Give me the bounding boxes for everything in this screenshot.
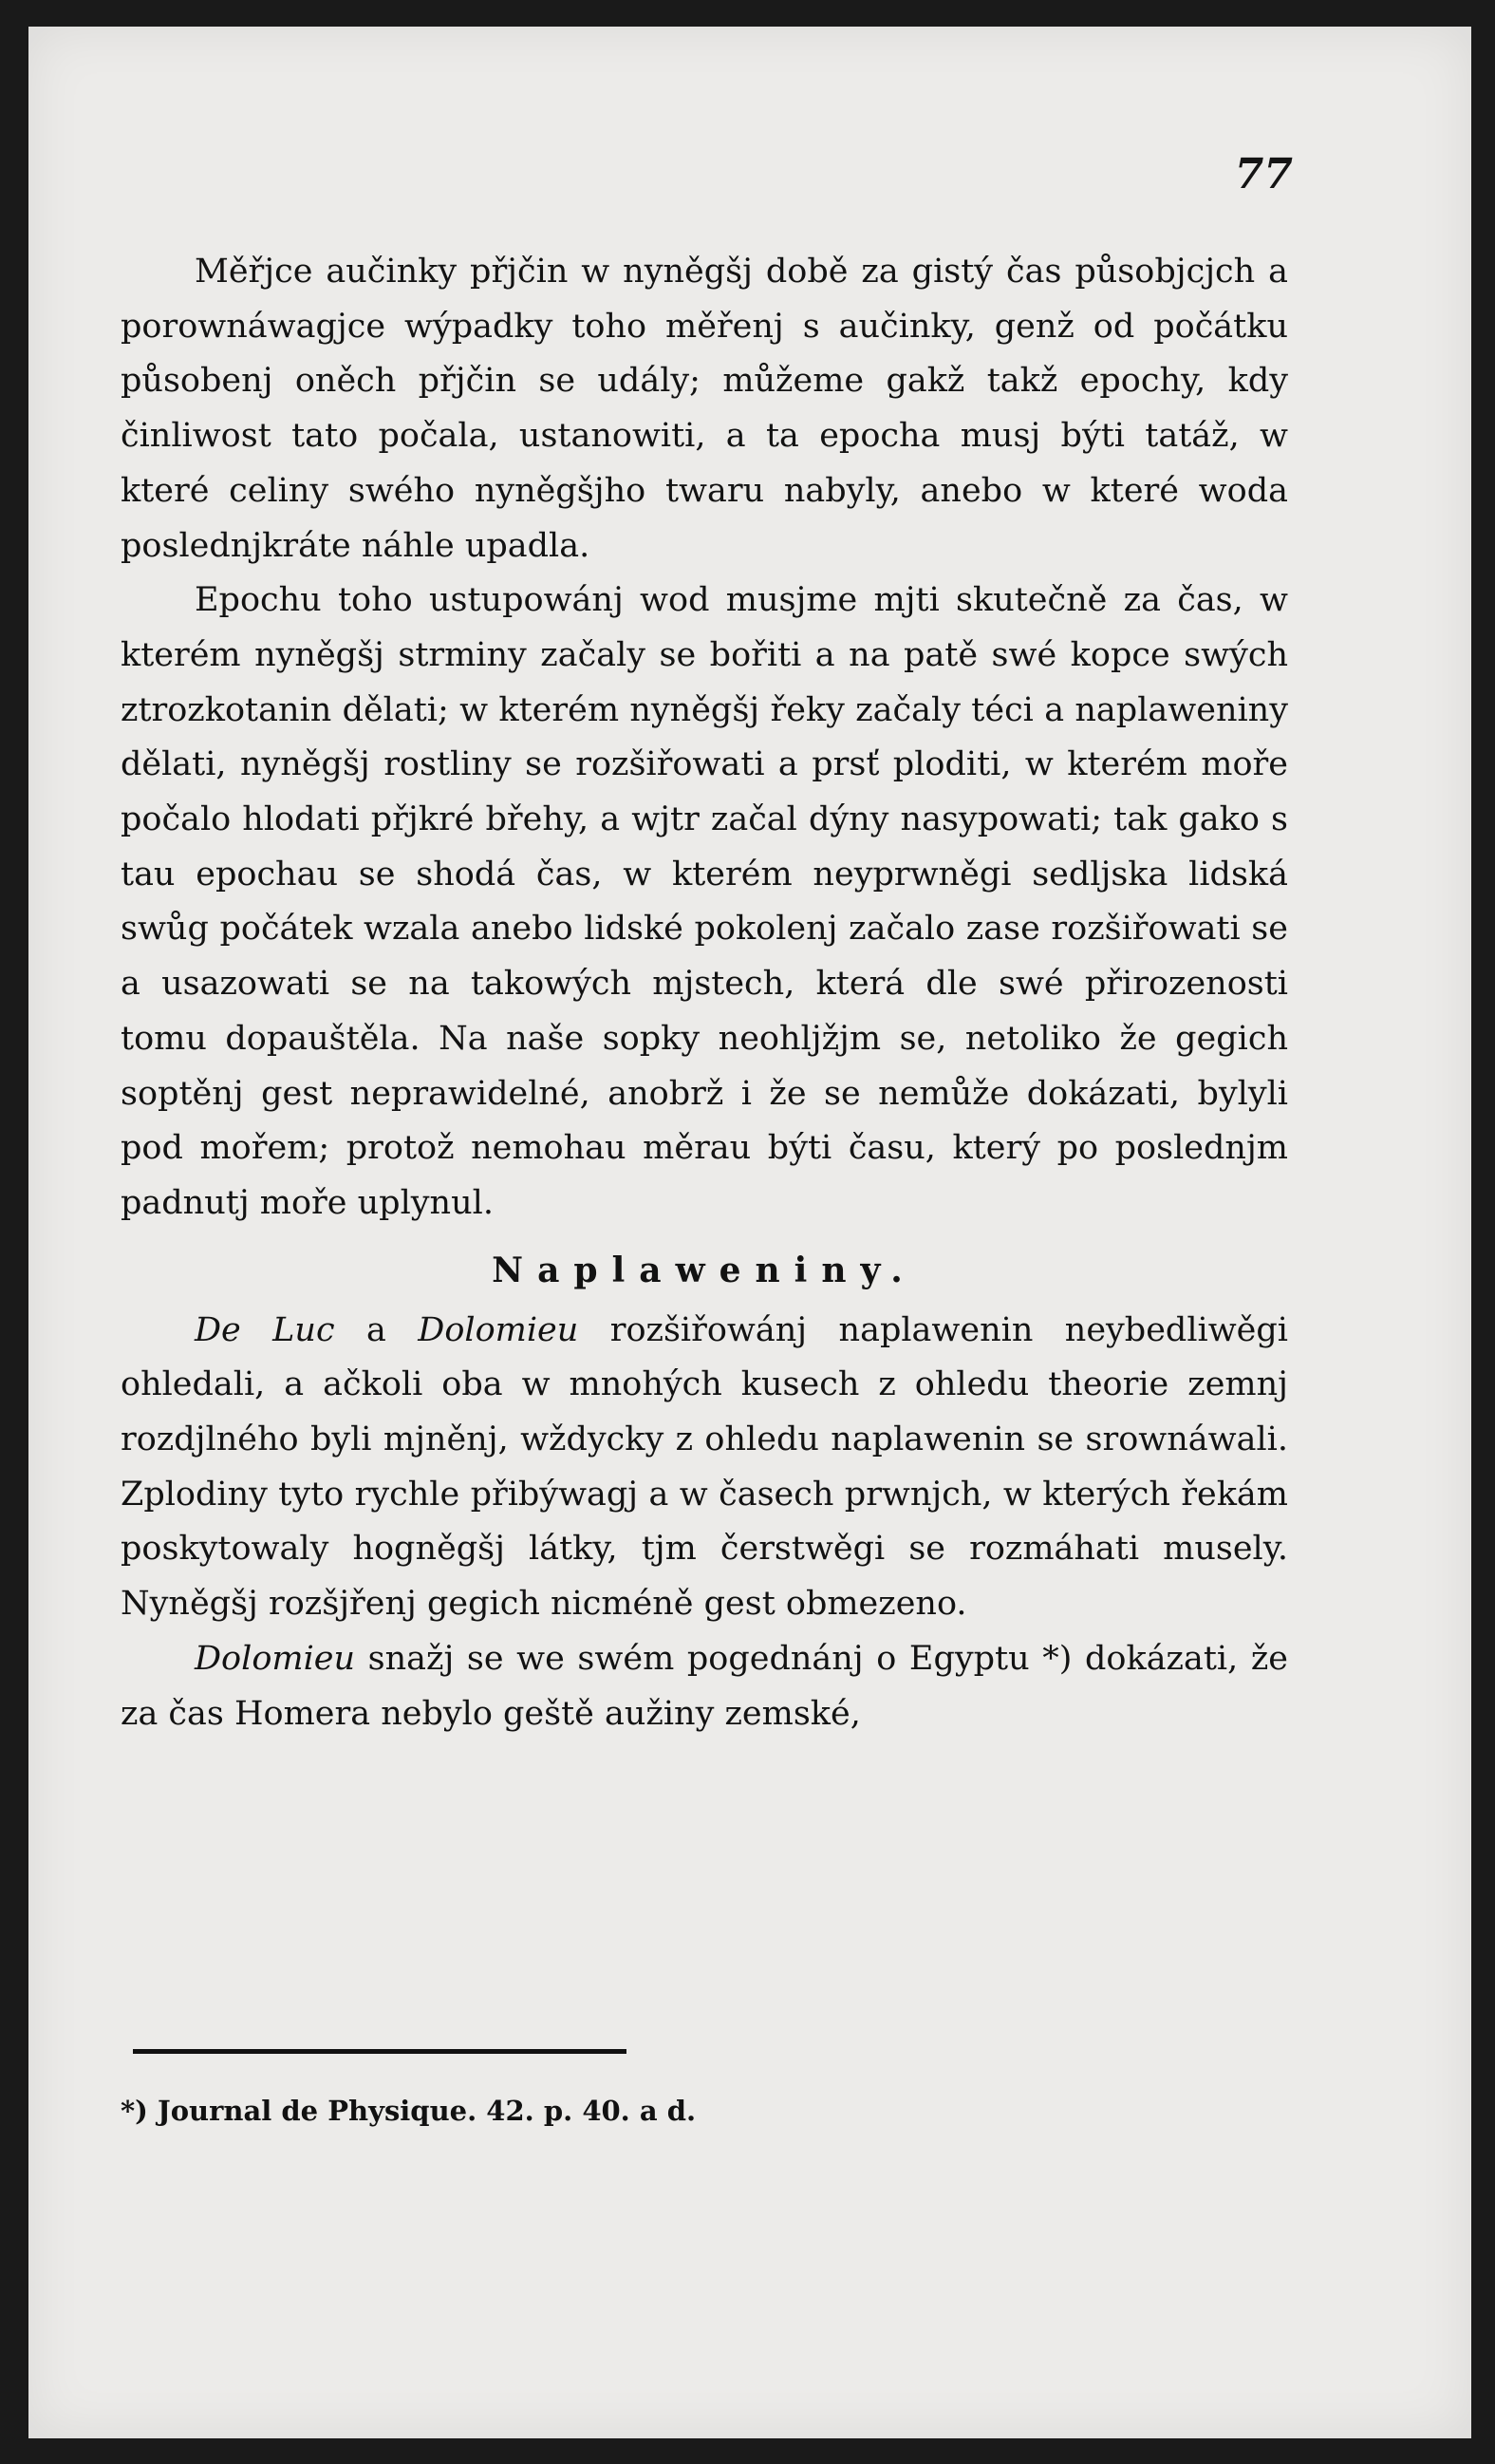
author-name-dolomieu: Dolomieu bbox=[418, 1310, 579, 1349]
footnote-divider bbox=[133, 2049, 626, 2054]
conjunction: a bbox=[334, 1310, 419, 1349]
author-name-de-luc: De Luc bbox=[195, 1310, 335, 1349]
page-number: 77 bbox=[1234, 150, 1293, 198]
paragraph-3-text: rozšiřowánj naplawenin neybedliwěgi ohledali, a ačkoli oba w mnohých kusech z ohledu theorie zemnj rozdjlného byli mjněnj, wždycky z ohledu naplawenin se srownáwali. Zplodiny tyto rychle přibýwagj a w časech prwnjch, w kterých řekám poskytowaly hogněgšj látky, tjm čerstwěgi se rozmáhati musely. Nyněgšj rozšjřenj gegich nicméně gest obmezeno. bbox=[121, 1310, 1288, 1624]
book-page bbox=[28, 27, 1471, 2438]
body-text bbox=[121, 245, 1288, 1741]
footnote: *) Journal de Physique. 42. p. 40. a d. bbox=[121, 2095, 697, 2127]
paragraph-3 bbox=[121, 1304, 1288, 1632]
author-name-dolomieu-2: Dolomieu bbox=[195, 1639, 356, 1678]
paragraph-4 bbox=[121, 1632, 1288, 1741]
paragraph-1: Měřjce aučinky přjčin w nyněgšj době za gistý čas působjcjch a porownáwagjce wýpadky toho měřenj s aučinky, genž od počátku působenj oněch přjčin se udály; můžeme gakž takž epochy, kdy činliwost tato počala, ustanowiti, a ta epocha musj býti tatáž, w které celiny swého nyněgšjho twaru nabyly, anebo w které woda poslednjkráte náhle upadla. bbox=[121, 253, 1288, 565]
paragraph-2: Epochu toho ustupowánj wod musjme mjti skutečně za čas, w kterém nyněgšj strminy začaly se bořiti a na patě swé kopce swých ztrozkotanin dělati; w kterém nyněgšj řeky začaly téci a naplaweniny dělati, nyněgšj rostliny se rozšiřowati a prsť ploditi, w kterém moře počalo hlodati přjkré břehy, a wjtr začal dýny nasypowati; tak gako s tau epochau se shodá čas, w kterém neyprwněgi sedljska lidská swůg počátek wzala anebo lidské pokolenj začalo zase rozšiřowati se a usazowati se na takowých mjstech, která dle swé přirozenosti tomu dopauštěla. Na naše sopky neohljžjm se, netoliko že gegich soptěnj gest neprawidelné, anobrž i že se nemůže dokázati, bylyli pod mořem; protož nemohau měrau býti času, který po poslednjm padnutj moře uplynul. bbox=[121, 581, 1288, 1222]
paragraph-4-text: snažj se we swém pogednánj o Egyptu *) dokázati, že za čas Homera nebylo geště aužiny zemské, bbox=[121, 1639, 1288, 1733]
section-heading: Naplaweniny. bbox=[492, 1250, 917, 1290]
